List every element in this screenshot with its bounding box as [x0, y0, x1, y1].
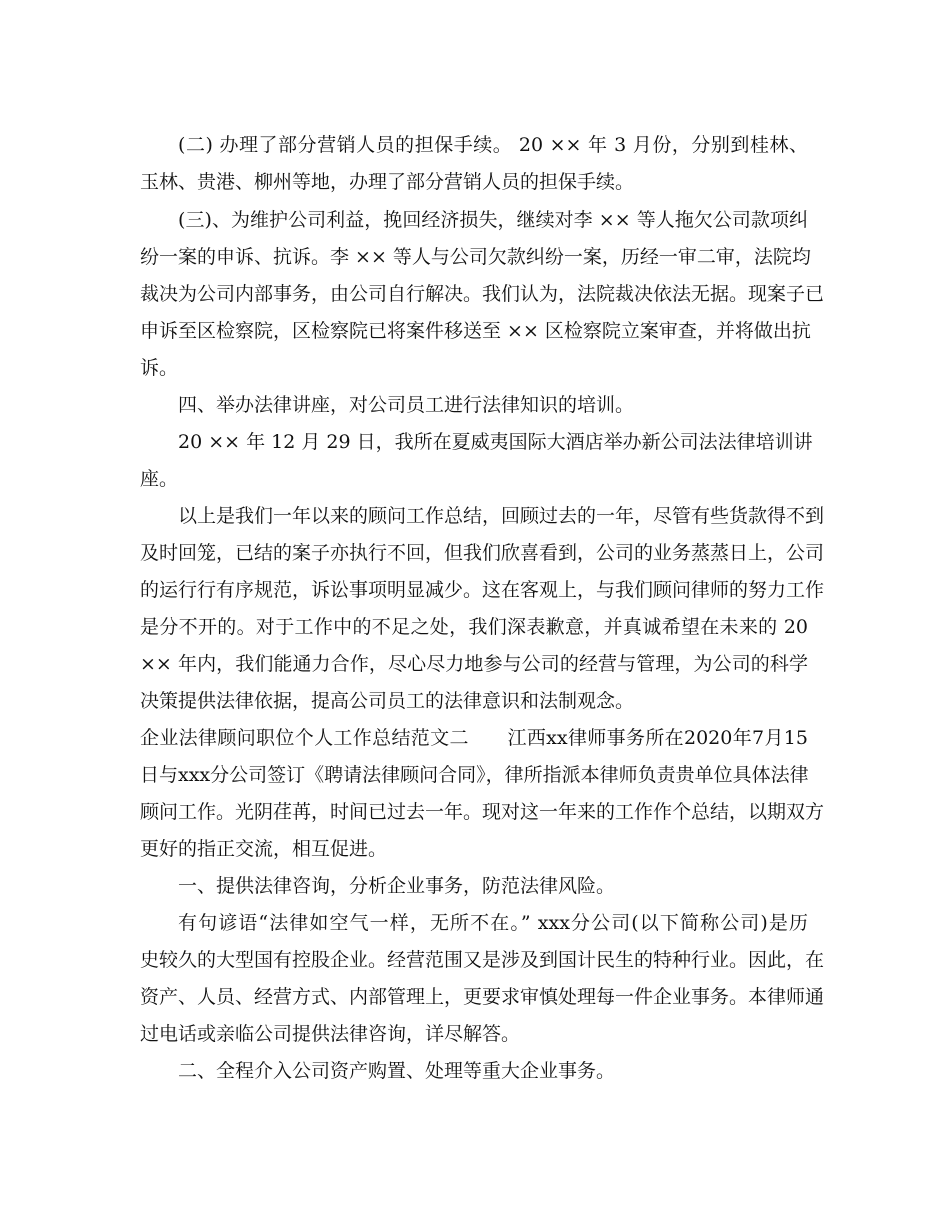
text-line: 四、举办法律讲座，对公司员工进行法律知识的培训。	[178, 394, 635, 416]
text-line: 资产、人员、经营方式、内部管理上，更要求审慎处理每一件企业事务。本律师通	[140, 986, 825, 1008]
text-line: 一、提供法律咨询，分析企业事务，防范法律风险。	[178, 875, 616, 897]
text-line: 有句谚语“法律如空气一样，无所不在。” xxx分公司(以下简称公司)是历	[178, 912, 808, 934]
text-line: 企业法律顾问职位个人工作总结范文二 江西xx律师事务所在2020年7月15	[140, 727, 808, 749]
text-line: 日与xxx分公司签订《聘请法律顾问合同》，律所指派本律师负责贵单位具体法律	[140, 764, 809, 786]
text-line: ×× 年内，我们能通力合作，尽心尽力地参与公司的经营与管理，为公司的科学	[140, 653, 808, 675]
text-line: 以上是我们一年以来的顾问工作总结，回顾过去的一年，尽管有些货款得不到	[178, 505, 825, 527]
text-line: 玉林、贵港、柳州等地，办理了部分营销人员的担保手续。	[140, 171, 635, 193]
text-line: 二、全程介入公司资产购置、处理等重大企业事务。	[178, 1060, 616, 1082]
text-line: 过电话或亲临公司提供法律咨询，详尽解答。	[140, 1023, 521, 1045]
text-line: 决策提供法律依据，提高公司员工的法律意识和法制观念。	[140, 690, 635, 712]
text-line: 座。	[140, 468, 179, 490]
text-line: 申诉至区检察院，区检察院已将案件移送至 ×× 区检察院立案审查，并将做出抗	[140, 320, 811, 342]
text-line: (二) 办理了部分营销人员的担保手续。 20 ×× 年 3 月份，分别到桂林、	[178, 134, 808, 156]
text-line: 纷一案的申诉、抗诉。李 ×× 等人与公司欠款纠纷一案，历经一审二审，法院均	[140, 246, 811, 268]
text-line: 是分不开的。对于工作中的不足之处，我们深表歉意，并真诚希望在未来的 20	[140, 616, 808, 638]
text-line: 诉。	[140, 357, 179, 379]
text-line: 20 ×× 年 12 月 29 日，我所在夏威夷国际大酒店举办新公司法法律培训讲	[178, 431, 813, 453]
text-line: 裁决为公司内部事务，由公司自行解决。我们认为，法院裁决依法无据。现案子已	[140, 283, 825, 305]
text-line: 及时回笼，已结的案子亦执行不回，但我们欣喜看到，公司的业务蒸蒸日上，公司	[140, 542, 825, 564]
text-line: 史较久的大型国有控股企业。经营范围又是涉及到国计民生的特种行业。因此，在	[140, 949, 825, 971]
text-line: 的运行行有序规范，诉讼事项明显减少。这在客观上，与我们顾问律师的努力工作	[140, 579, 825, 601]
text-line: 更好的指正交流，相互促进。	[140, 838, 388, 860]
text-line: (三)、为维护公司利益，挽回经济损失，继续对李 ×× 等人拖欠公司款项纠	[178, 209, 808, 231]
text-line: 顾问工作。光阴荏苒，时间已过去一年。现对这一年来的工作作个总结，以期双方	[140, 801, 825, 823]
